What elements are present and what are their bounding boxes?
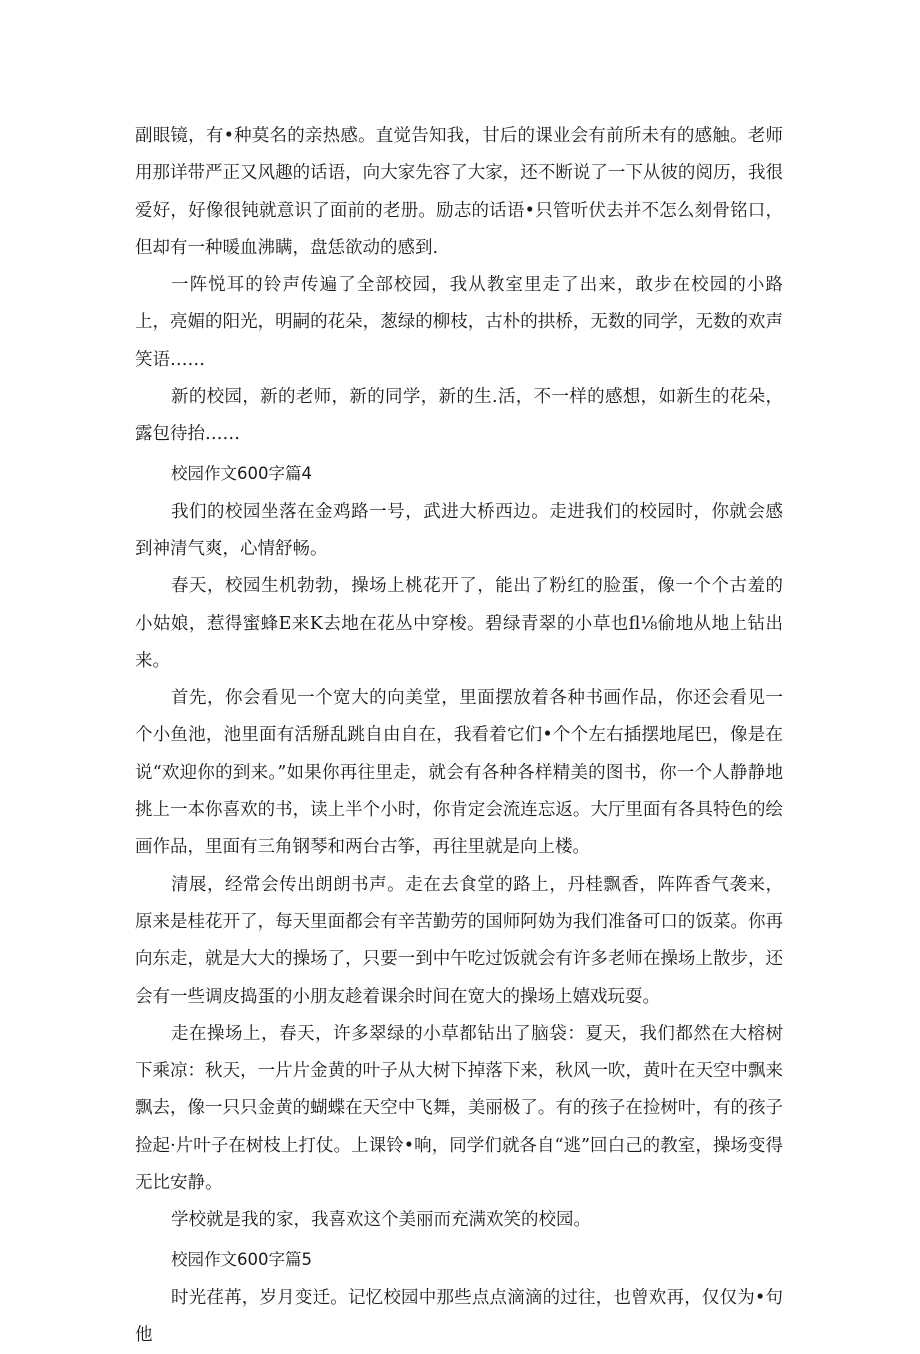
- section-heading-5: 校园作文600字篇5: [171, 1249, 312, 1269]
- paragraph-10: 时光荏苒，岁月变迁。记忆校园中那些点点滴滴的过往，也曾欢再，仅仅为•句他: [135, 1287, 783, 1345]
- paragraph-7: 清展，经常会传出朗朗书声。走在去食堂的路上，丹桂飘香，阵阵香气袭来，原来是桂花开了，每天里面都会有辛苦勤劳的国师阿妫为我们准备可口的饭菜。你再向东走，就是大大的操场了，只要一到中午吃过饭就会有许多老师在操场上散步，还会有一些调皮捣蛋的小朋友趁着课余时间在宽大的操场上嬉戏玩耍。: [135, 874, 783, 1007]
- paragraph-2: 一阵悦耳的铃声传遍了全部校园，我从教室里走了出来，敢步在校园的小路上，亮媚的阳光，明嗣的花朵，葱绿的柳枝，古朴的拱桥，无数的同学，无数的欢声笑语……: [135, 275, 783, 370]
- paragraph-5: 春天，校园生机勃勃，操场上桃花开了，能出了粉红的脸蛋，像一个个古羞的小姑娘，惹得蜜蜂E来K去地在花丛中穿梭。碧绿青翠的小草也fl⅛偷地从地上钻出来。: [135, 576, 783, 671]
- paragraph-4: 我们的校园坐落在金鸡路一号，武进大桥西边。走进我们的校园时，你就会感到神清气爽，心情舒畅。: [135, 501, 783, 559]
- paragraph-1: 副眼镜，有•种莫名的亲热感。直觉告知我，甘后的课业会有前所未有的感触。老师用那详带严正又风趣的话语，向大家先容了大家，还不断说了一下从彼的阅历，我很爱好，好像很钝就意识了面前的老册。励志的话语•只管听伏去并不怎么刻骨铭口，但却有一种暖血沸瞒，盘恁欲动的感到.: [135, 126, 783, 258]
- paragraph-8: 走在操场上，春天，许多翠绿的小草都钻出了脑袋：夏天，我们都然在大榕树下乘凉：秋天，一片片金黄的叶子从大树下掉落下来，秋风一吹，黄叶在天空中飘来飘去，像一只只金黄的蝴蝶在天空中飞舞，美丽极了。有的孩子在捡树叶，有的孩子捡起·片叶子在树枝上打仗。上课铃•响，同学们就各自“逃”回白己的教室，操场变得无比安静。: [135, 1023, 783, 1194]
- paragraph-3: 新的校园，新的老师，新的同学，新的生.活，不一样的感想，如新生的花朵，露包待抬……: [135, 387, 783, 445]
- paragraph-9: 学校就是我的家，我喜欢这个美丽而充满欢笑的校园。: [171, 1210, 591, 1231]
- section-heading-4: 校园作文600字篇4: [171, 463, 312, 483]
- document-page: [135, 118, 783, 1354]
- paragraph-6: 首先，你会看见一个宽大的向美堂，里面摆放着各种书画作品，你还会看见一个小鱼池，池里面有活掰乱跳自由自在，我看着它们•个个左右插摆地尾巴，像是在说“欢迎你的到来。”如果你再往里走，就会有各种各样精美的图书，你一个人静静地挑上一本你喜欢的书，读上半个小时，你肯定会流连忘返。大厅里面有各具特色的绘画作品，里面有三角钢琴和两台古筝，再往里就是向上楼。: [135, 688, 783, 858]
